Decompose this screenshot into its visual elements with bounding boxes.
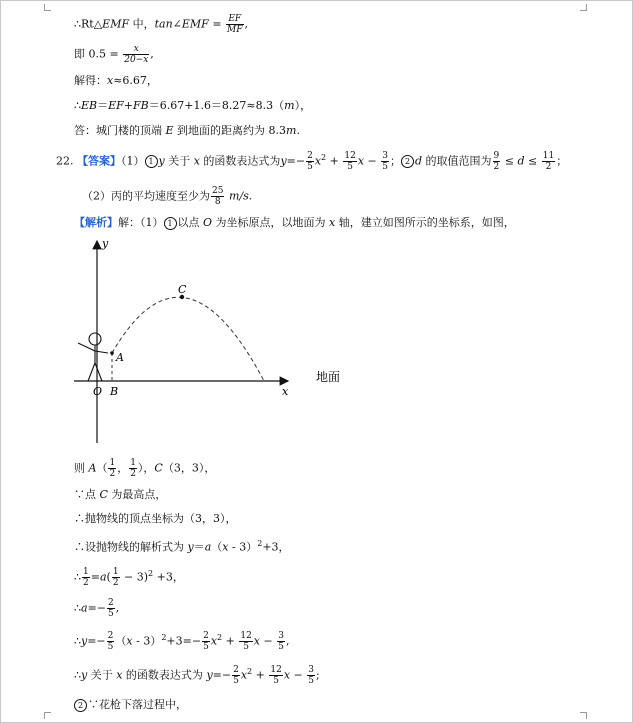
- line-expanded: ∴y=− $\frac{2}{5}$ （x - 3）$^2$+3=− $\frac{2}{5}$ $x^2$ + $\frac{12}{5}$ x − $\frac{3}{5}$ ,: [74, 631, 290, 653]
- fraction: $\frac{12}{5}$: [270, 665, 282, 687]
- line-solve-x: 解得：x≈6.67，: [74, 74, 158, 87]
- analysis-tag: 【解析】: [74, 216, 118, 229]
- q22-analysis-intro: 【解析】解：（1） 1 以点 O 为坐标原点，以地面为 x 轴，建立如图所示的坐标系，如图，: [74, 216, 515, 229]
- point-b-label: B: [110, 385, 119, 398]
- trajectory-curve: [112, 297, 264, 381]
- circled-number: 2: [401, 155, 414, 168]
- point-c-label: C: [178, 283, 187, 296]
- coordinate-figure: [60, 235, 360, 450]
- fraction: $\frac{1}{2}$: [112, 567, 119, 589]
- crop-mark: [580, 4, 587, 11]
- fraction: $\frac{2}{5}$: [307, 151, 313, 173]
- fraction: $\frac{1}{2}$: [109, 458, 116, 479]
- person-icon: [78, 333, 108, 381]
- point-a-label: A: [116, 351, 124, 364]
- answer-tag: 【答案】: [77, 154, 121, 168]
- fraction: $\frac{3}{5}$: [382, 151, 388, 173]
- fraction: $\frac{x}{20-x}$: [124, 44, 149, 65]
- line-function-expression: ∴y 关于 x 的函数表达式为 y=− $\frac{2}{5}$ $x^2$ + $\frac{12}{5}$ x − $\frac{3}{5}$ ;: [74, 665, 320, 687]
- fraction: $\frac{1}{2}$: [83, 567, 89, 589]
- y-axis-label: y: [102, 237, 109, 250]
- q22-part2-answer: （2）丙的平均速度至少为 $\frac{25}{8}$ m/s.: [82, 186, 253, 207]
- q22-answer-line: 22. 【答案】（1） 1 y 关于 x 的函数表达式为y=− $\frac{2}{5}$ $x^2$ + $\frac{12}{5}$ x − $\frac{3}{5}$ ； 2 d 的取值范围为 $\frac{9}{2}$ ≤ d ≤ $\frac{11}{2}$ ；: [56, 151, 568, 173]
- line-eb-sum: ∴EB＝EF+FB＝6.67+1.6＝8.27≈8.3（m），: [74, 99, 312, 112]
- fraction: $\frac{12}{5}$: [240, 631, 252, 653]
- line-ratio: 即 0.5 = $\frac{x}{20-x}$ ,: [74, 44, 154, 65]
- circled-number: 1: [145, 155, 158, 168]
- fraction: $\frac{12}{5}$: [344, 151, 356, 173]
- line-a-value: ∴a=− $\frac{2}{5}$ ,: [74, 598, 120, 619]
- origin-label: O: [93, 385, 103, 398]
- fraction: $\frac{2}{5}$: [203, 631, 209, 653]
- circled-number: 1: [164, 217, 177, 230]
- fraction: $\frac{3}{5}$: [308, 665, 314, 687]
- fraction: $\frac{11}{2}$: [542, 151, 555, 173]
- fraction: $\frac{9}{2}$: [493, 151, 500, 173]
- fraction: $\frac{2}{5}$: [107, 631, 114, 653]
- line-tan-emf: ∴Rt△EMF 中，tan∠EMF = $\frac{EF}{MF}$ ,: [74, 14, 249, 35]
- line-points-a-c: 则 A（ $\frac{1}{2}$ ， $\frac{1}{2}$ ），C（3，3），: [74, 458, 216, 479]
- line-vertex: ∴抛物线的顶点坐标为（3，3），: [74, 512, 237, 525]
- line-c-highest: ∵点 C 为最高点，: [74, 488, 167, 501]
- ground-label: 地面: [316, 370, 341, 384]
- circled-number: 2: [74, 699, 87, 712]
- fraction: $\frac{1}{2}$: [130, 458, 136, 479]
- x-axis-label: x: [282, 385, 289, 398]
- crop-mark: [44, 4, 51, 11]
- line-answer-height: 答：城门楼的顶端 E 到地面的距离约为 8.3m.: [74, 124, 300, 137]
- line-substitute-a: ∴ $\frac{1}{2}$ =a( $\frac{1}{2}$ − 3)$^2$ +3，: [74, 567, 184, 589]
- fraction: $\frac{3}{5}$: [278, 631, 284, 653]
- fraction: $\frac{25}{8}$: [212, 186, 224, 207]
- fraction: $\frac{2}{5}$: [108, 598, 114, 619]
- line-falling: 2 ∵花枪下落过程中，: [74, 697, 187, 713]
- crop-mark: [44, 712, 51, 719]
- fraction: $\frac{EF}{MF}$: [227, 14, 243, 35]
- line-vertex-form: ∴设抛物线的解析式为 y＝a（x - 3）$^2$+3，: [74, 539, 290, 554]
- crop-mark: [580, 712, 587, 719]
- point-a: [110, 351, 114, 355]
- fraction: $\frac{2}{5}$: [233, 665, 239, 687]
